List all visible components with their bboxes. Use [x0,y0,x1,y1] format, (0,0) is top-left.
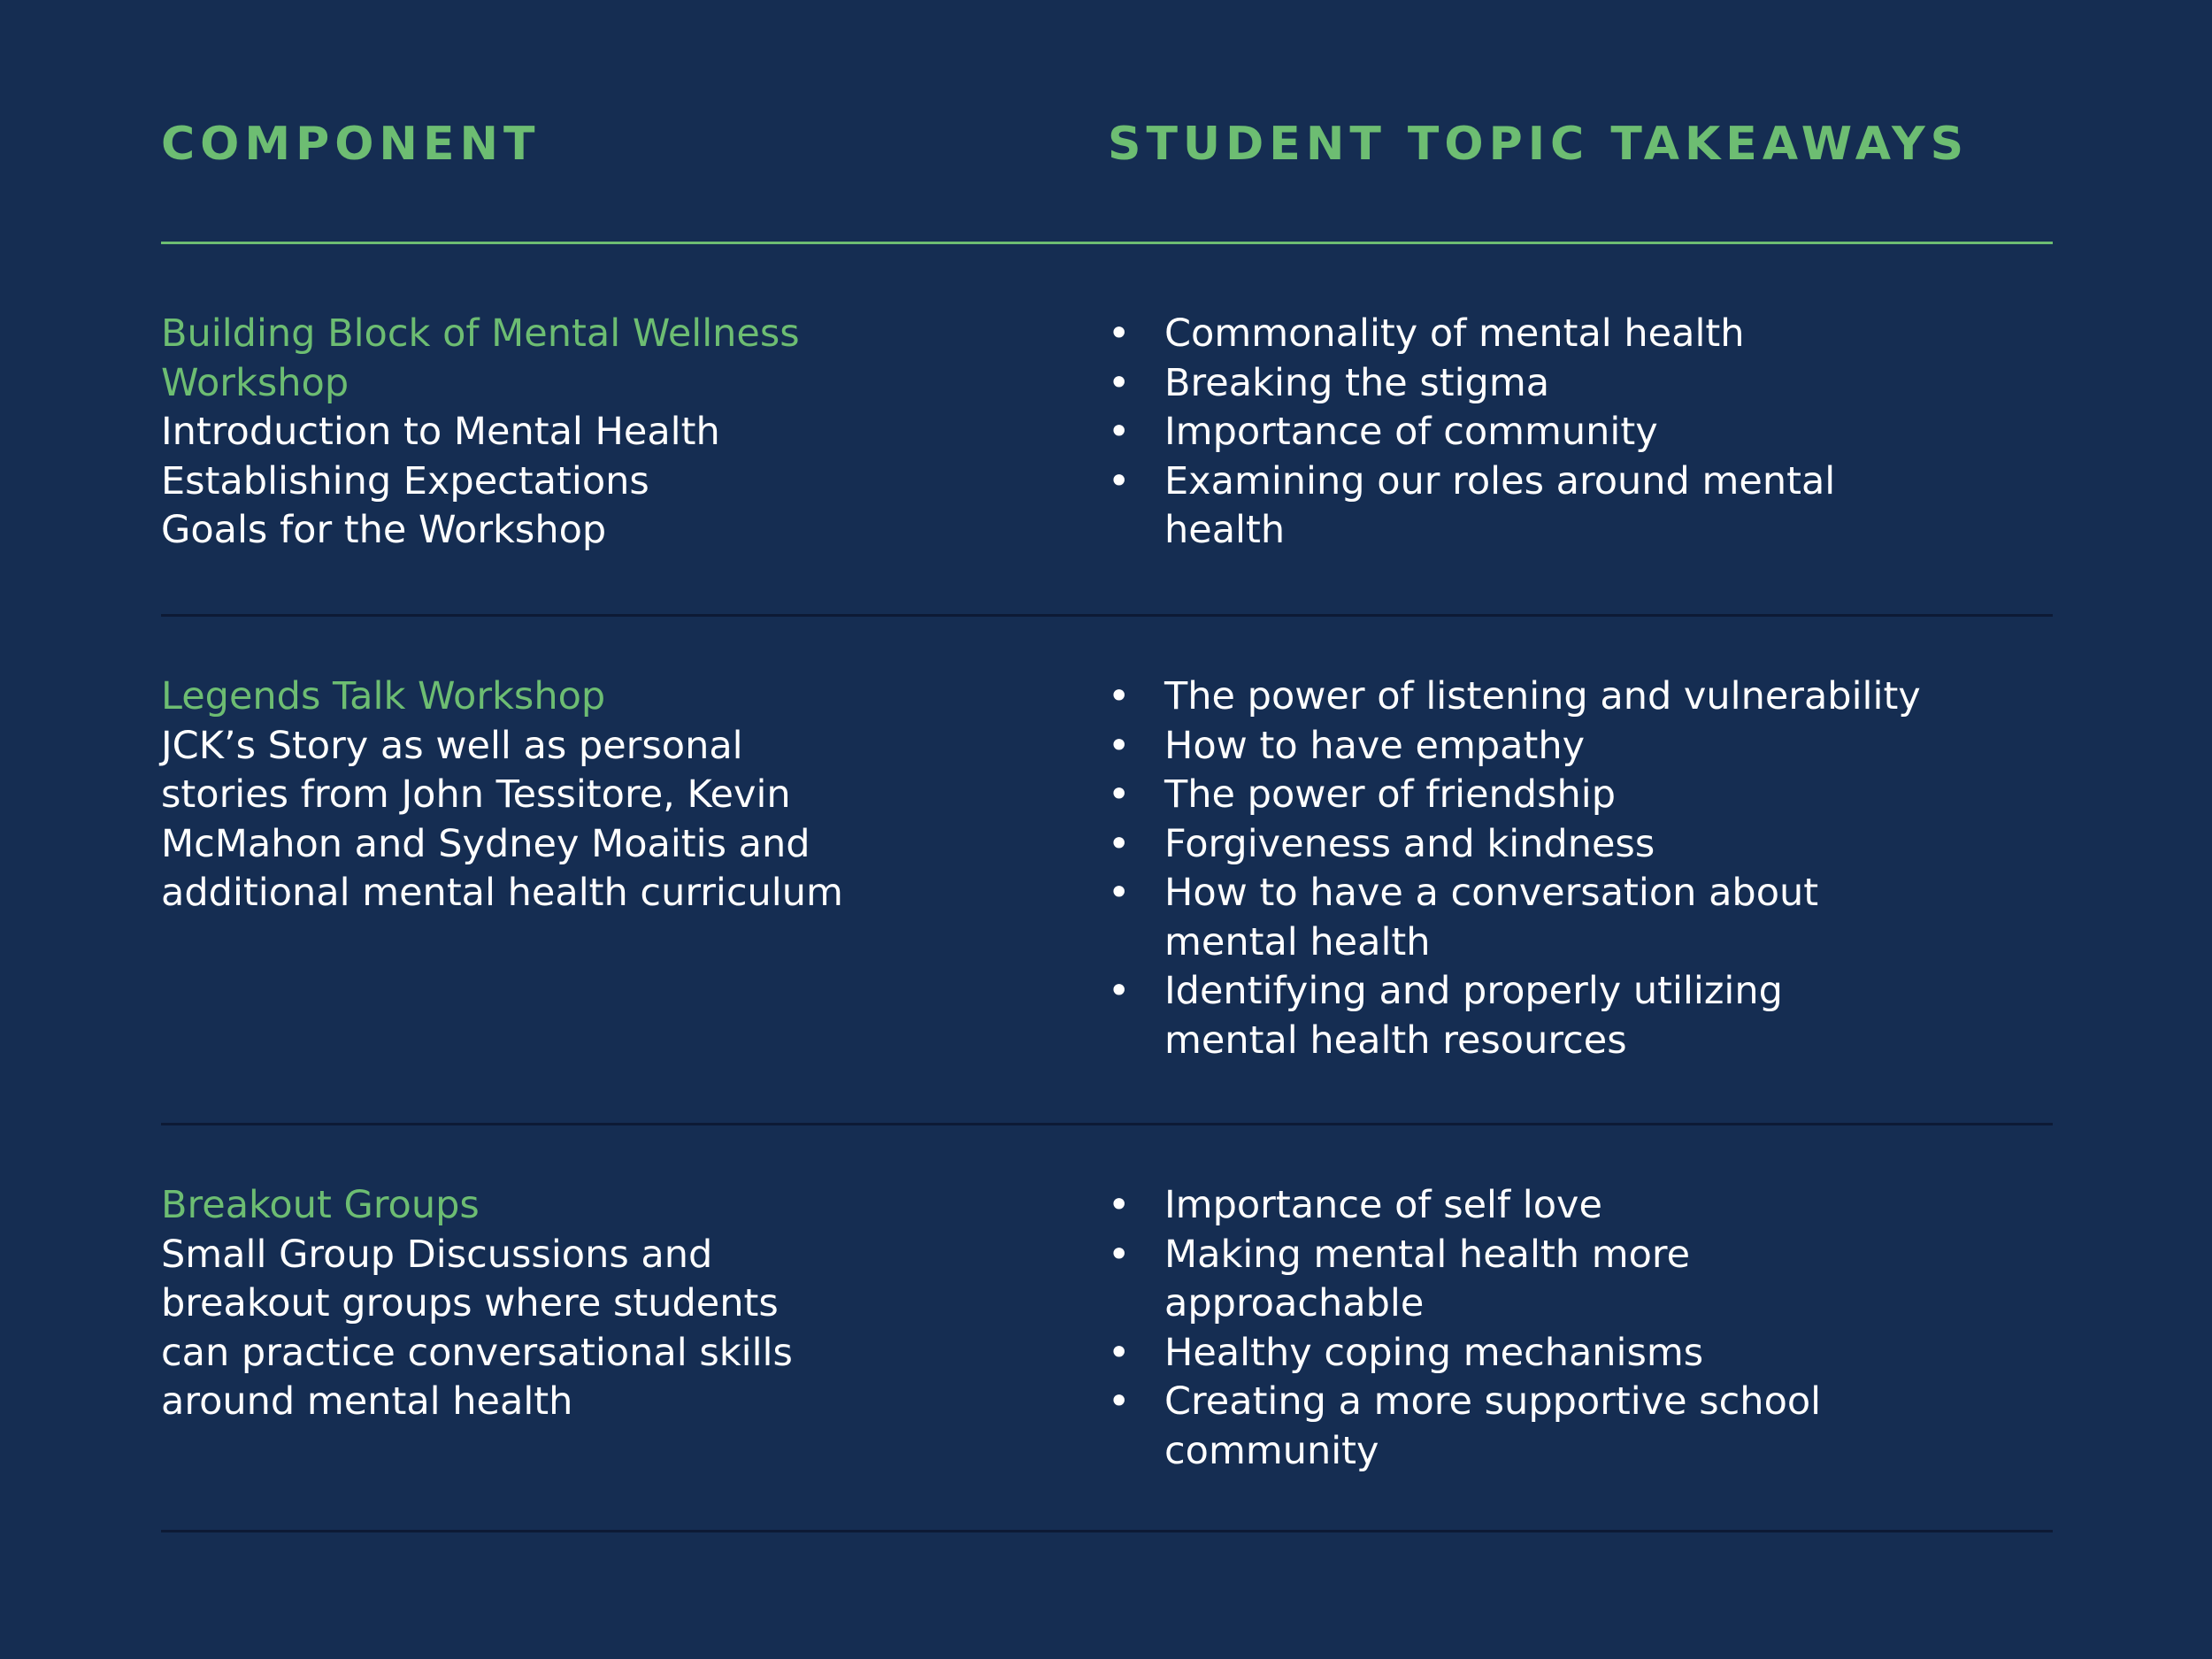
takeaway-text-line: Healthy coping mechanisms [1164,1330,1704,1375]
component-cell [161,1181,957,1427]
takeaway-text-line: approachable [1164,1281,1425,1325]
takeaway-item [1108,1181,2063,1231]
takeaway-text-line: The power of listening and vulnerability [1164,674,1921,718]
takeaway-item [1108,310,2063,359]
component-cell [161,310,957,556]
component-description-line: Establishing Expectations [161,458,649,503]
takeaway-item [1108,672,2063,722]
bullet-icon: • [1108,674,1131,718]
takeaway-text-line: health [1164,508,1286,552]
bullet-icon: • [1108,969,1131,1013]
takeaway-text-line: Commonality of mental health [1164,311,1745,356]
bullet-icon: • [1108,311,1131,356]
takeaway-item [1108,408,2063,457]
component-description-line: McMahon and Sydney Moaitis and [161,821,810,866]
component-description-line: around mental health [161,1379,573,1424]
takeaway-item [1108,359,2063,409]
column-header-takeaways: STUDENT TOPIC TAKEAWAYS [1108,118,1970,171]
component-title-line: Workshop [161,360,349,405]
takeaway-item [1108,1378,2063,1476]
takeaways-list [1108,672,2063,1065]
takeaway-text-line: How to have a conversation about [1164,871,1819,915]
bullet-icon: • [1108,458,1131,503]
takeaway-text-line: Forgiveness and kindness [1164,821,1655,866]
component-description-line: additional mental health curriculum [161,871,843,915]
row-divider [161,614,2053,617]
takeaway-item [1108,771,2063,820]
bullet-icon: • [1108,1183,1131,1227]
takeaway-text-line: Importance of self love [1164,1183,1602,1227]
takeaway-text-line: community [1164,1428,1379,1473]
row-divider [161,1530,2053,1532]
bullet-icon: • [1108,723,1131,768]
bullet-icon: • [1108,821,1131,866]
bullet-icon: • [1108,410,1131,454]
bullet-icon: • [1108,1232,1131,1277]
component-description-line: Small Group Discussions and [161,1232,713,1277]
row-divider [161,1123,2053,1125]
takeaway-text-line: The power of friendship [1164,772,1616,817]
bullet-icon: • [1108,360,1131,405]
bullet-icon: • [1108,1330,1131,1375]
takeaway-text-line: mental health resources [1164,1018,1627,1063]
takeaway-text-line: Importance of community [1164,410,1658,454]
takeaway-item [1108,1231,2063,1329]
takeaway-text-line: Examining our roles around mental [1164,458,1836,503]
takeaway-text-line: Making mental health more [1164,1232,1691,1277]
takeaway-item [1108,820,2063,870]
takeaway-item [1108,869,2063,967]
component-title-line: Building Block of Mental Wellness [161,311,800,356]
takeaway-text-line: Breaking the stigma [1164,360,1550,405]
component-title-line: Legends Talk Workshop [161,674,606,718]
component-cell [161,672,957,918]
bullet-icon: • [1108,1379,1131,1424]
takeaway-item [1108,967,2063,1065]
takeaway-item [1108,457,2063,556]
takeaway-item [1108,722,2063,772]
component-title-line: Breakout Groups [161,1183,480,1227]
component-description-line: JCK’s Story as well as personal [161,723,743,768]
bullet-icon: • [1108,772,1131,817]
component-description-line: can practice conversational skills [161,1330,793,1375]
takeaway-text-line: mental health [1164,919,1431,964]
component-description-line: stories from John Tessitore, Kevin [161,772,791,817]
takeaways-list [1108,1181,2063,1476]
column-header-component: COMPONENT [161,118,541,171]
takeaway-text-line: Creating a more supportive school [1164,1379,1822,1424]
takeaway-text-line: Identifying and properly utilizing [1164,969,1783,1013]
takeaway-item [1108,1329,2063,1379]
takeaways-list [1108,310,2063,556]
component-description-line: Goals for the Workshop [161,508,607,552]
component-description-line: Introduction to Mental Health [161,410,720,454]
bullet-icon: • [1108,871,1131,915]
component-description-line: breakout groups where students [161,1281,779,1325]
takeaway-text-line: How to have empathy [1164,723,1586,768]
header-divider [161,242,2053,244]
